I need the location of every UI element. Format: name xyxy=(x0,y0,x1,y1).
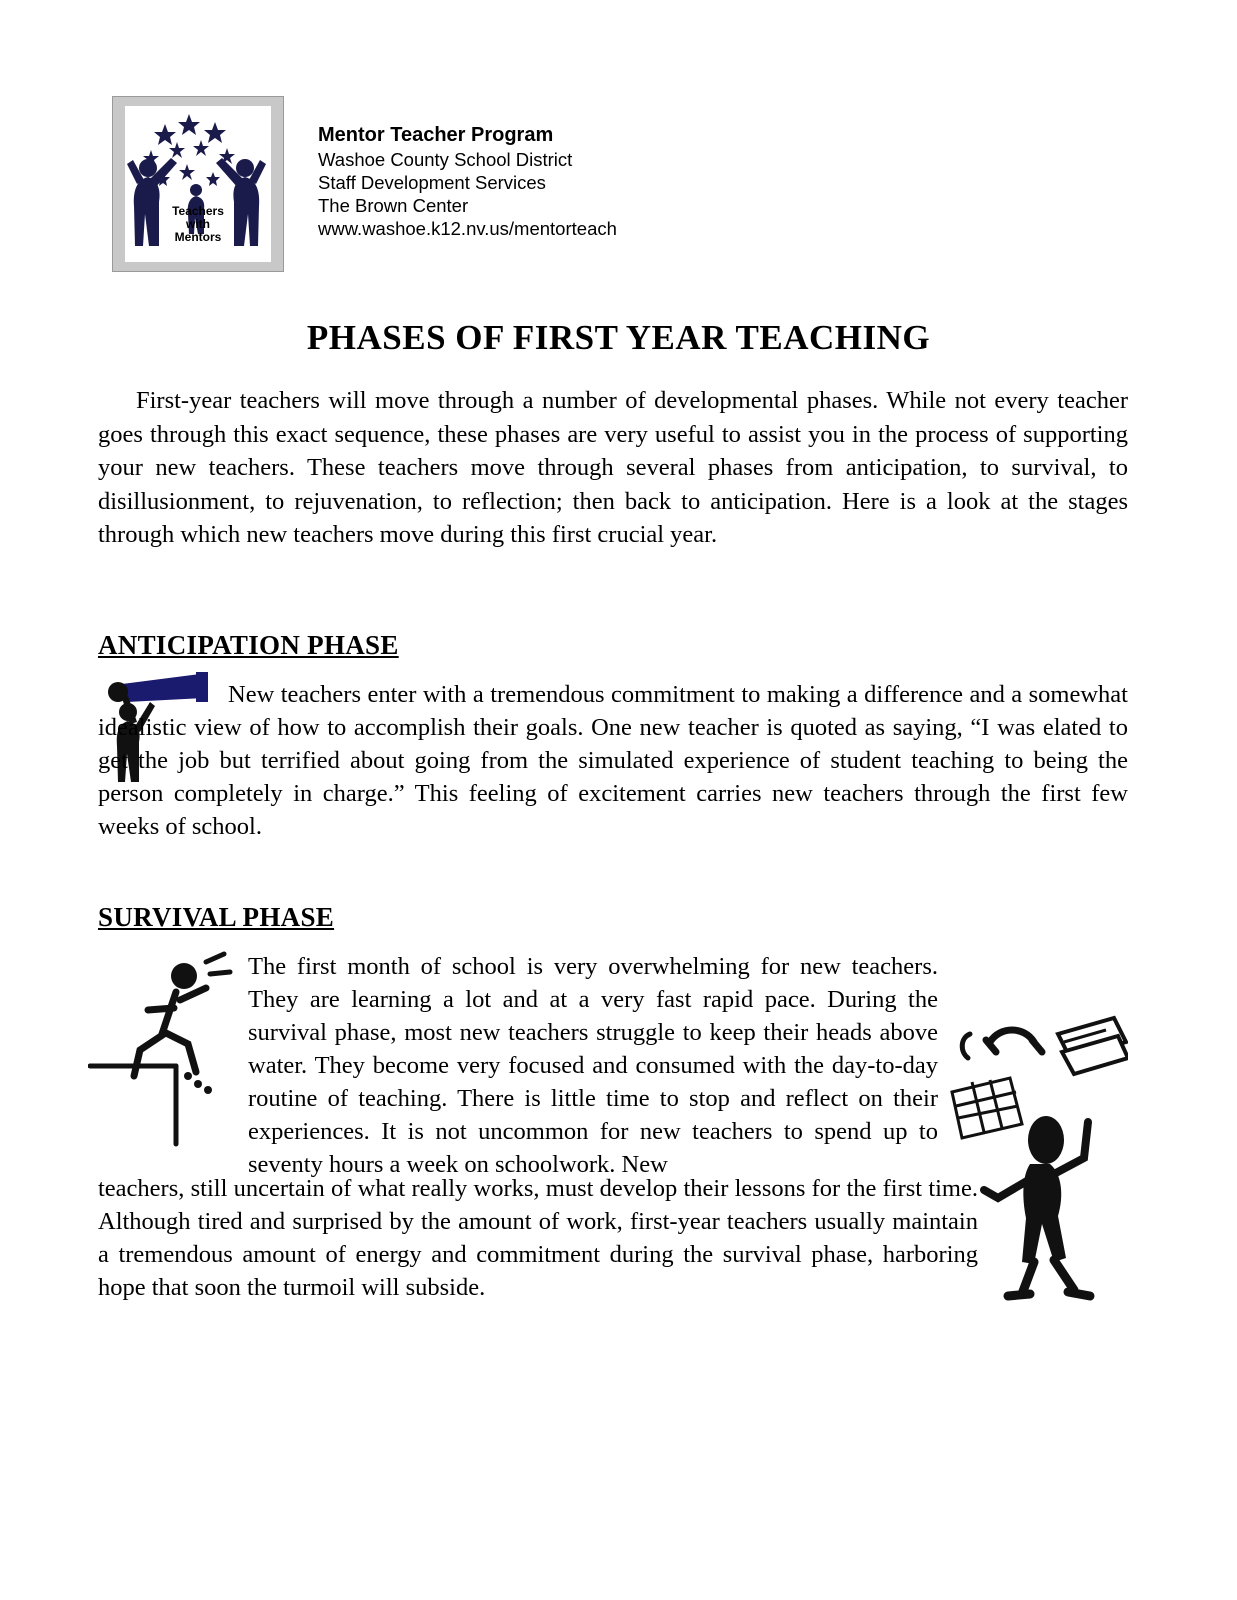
survival-body-part-2: teachers, still uncertain of what really works, must develop their lessons for the first time. Although tired and surprised by the amount of work, first-year teachers usually maintain a tremendous amount of energy and commitment during the survival phase, harboring hope that soon the turmoil will subside. xyxy=(98,1175,978,1301)
section-heading-anticipation: ANTICIPATION PHASE xyxy=(98,630,399,660)
program-title: Mentor Teacher Program xyxy=(318,124,554,146)
section-heading-survival: SURVIVAL PHASE xyxy=(98,902,335,932)
page-title: PHASES OF FIRST YEAR TEACHING xyxy=(306,318,931,357)
website-url[interactable]: www.washoe.k12.nv.us/mentorteach xyxy=(318,218,617,239)
teachers-with-mentors-logo xyxy=(112,96,284,272)
organization-info xyxy=(318,124,617,240)
running-person-icon xyxy=(88,948,263,1148)
logo-caption xyxy=(125,205,271,244)
logo-caption-line-2: with xyxy=(186,217,210,231)
survival-body-part-1: The first month of school is very overwhelming for new teachers. They are learning a lot and at a very fast rapid pace. During the survival phase, most new teachers struggle to keep their heads above water. They become very focused and consumed with the day-to-day routine of teaching. There is little time to stop and reflect on their experiences. It is not uncommon for new teachers to spend up to seventy hours a week on schoolwork. New xyxy=(248,953,938,1178)
district-name: Washoe County School District xyxy=(318,149,573,170)
logo-inner-frame xyxy=(125,106,271,262)
intro-paragraph: First-year teachers will move through a number of developmental phases. While not every teacher goes through this exact sequence, these phases are very useful to assist you in the process of supporting your new teachers. These teachers move through several phases from anticipation, to survival, to disillusionment, to rejuvenation, to reflection; then back to anticipation. Here is a look at the stages through which new teachers move during this first crucial year. xyxy=(98,387,1128,548)
department-name: Staff Development Services xyxy=(318,172,546,193)
anticipation-body: New teachers enter with a tremendous commitment to making a difference and a somewhat idealistic view of how to accomplish their goals. One new teacher is quoted as saying, “I was elated to get the job but terrified about going from the simulated experience of student teaching to being the person completely in charge.” This feeling of excitement carries new teachers through the first few weeks of school. xyxy=(98,681,1128,840)
logo-caption-line-3: Mentors xyxy=(174,230,222,244)
logo-caption-line-1: Teachers xyxy=(172,204,224,218)
document-header xyxy=(112,96,617,272)
center-name: The Brown Center xyxy=(318,195,469,216)
